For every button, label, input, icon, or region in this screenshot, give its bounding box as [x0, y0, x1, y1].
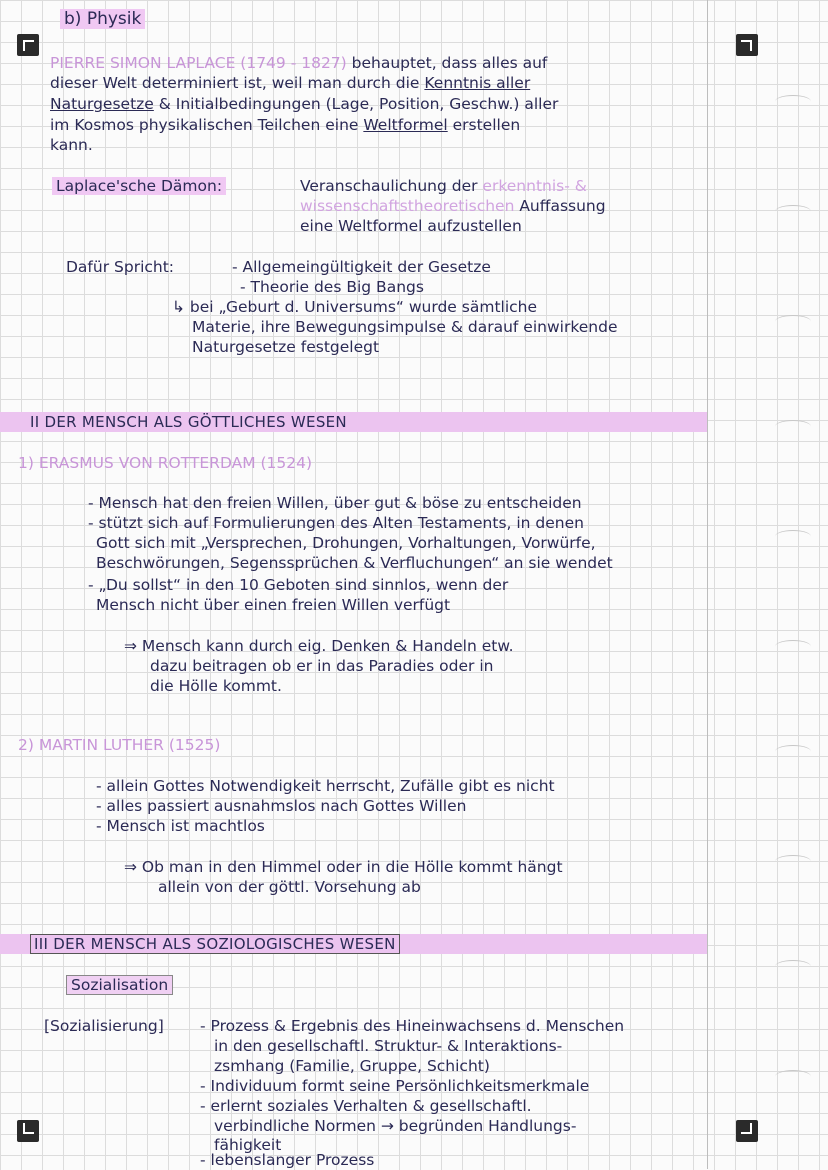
demon-term: Laplace'sche Dämon: [52, 177, 226, 196]
pro-item-2: - Theorie des Big Bangs [240, 278, 424, 296]
page-margin-line [707, 0, 708, 1169]
ring-binder-holes [775, 0, 815, 1169]
sozialisierung-line-2: in den gesellschaftl. Struktur- & Interaktions- [214, 1037, 563, 1055]
laplace-intro-line-5: kann. [50, 136, 93, 154]
erasmus-conclusion-1: ⇒ Mensch kann durch eig. Denken & Handeln etw. [124, 637, 514, 655]
section-2-heading: II DER MENSCH ALS GÖTTLICHES WESEN [30, 413, 347, 431]
pro-label: Dafür Spricht: [66, 258, 175, 276]
sozialisation-subheading: Sozialisation [66, 976, 173, 995]
laplace-intro-line-2: dieser Welt determiniert ist, weil man durch die Kenntnis aller [50, 74, 531, 92]
erasmus-heading: 1) ERASMUS VON ROTTERDAM (1524) [18, 454, 313, 472]
laplace-intro-line-4: im Kosmos physikalischen Teilchen eine Weltformel erstellen [50, 116, 521, 134]
erasmus-line-4: Beschwörungen, Segenssprüchen & Verfluchungen“ an sie wendet [96, 554, 613, 572]
erasmus-conclusion-2: dazu beitragen ob er in das Paradies oder in [150, 657, 494, 675]
sozialisierung-line-3: zsmhang (Familie, Gruppe, Schicht) [214, 1057, 490, 1075]
pro-item-3: ↳ bei „Geburt d. Universums“ wurde sämtliche [172, 298, 538, 316]
sozialisierung-line-4: - Individuum formt seine Persönlichkeitsmerkmale [200, 1077, 590, 1095]
erasmus-conclusion-3: die Hölle kommt. [150, 677, 282, 695]
physics-heading: b) Physik [60, 10, 145, 29]
sozialisierung-term: [Sozialisierung] [44, 1017, 164, 1035]
erasmus-line-1: - Mensch hat den freien Willen, über gut & böse zu entscheiden [88, 494, 582, 512]
demon-definition-1: Veranschaulichung der erkenntnis- & [300, 177, 587, 195]
corner-marker-bottom-right [736, 1120, 758, 1142]
erasmus-line-6: Mensch nicht über einen freien Willen verfügt [96, 596, 451, 614]
luther-line-2: - alles passiert ausnahmslos nach Gottes Willen [96, 797, 467, 815]
sozialisierung-line-6: verbindliche Normen → begründen Handlungs- [214, 1117, 577, 1135]
luther-heading: 2) MARTIN LUTHER (1525) [18, 736, 221, 754]
pro-item-5: Naturgesetze festgelegt [192, 338, 380, 356]
erasmus-line-5: - „Du sollst“ in den 10 Geboten sind sinnlos, wenn der [88, 576, 509, 594]
corner-marker-top-left [17, 34, 39, 56]
erasmus-line-3: Gott sich mit „Versprechen, Drohungen, Vorhaltungen, Vorwürfe, [96, 534, 596, 552]
pro-item-4: Materie, ihre Bewegungsimpulse & darauf einwirkende [192, 318, 618, 336]
laplace-intro-line-1: PIERRE SIMON LAPLACE (1749 - 1827) behauptet, dass alles auf [50, 54, 548, 72]
luther-conclusion-1: ⇒ Ob man in den Himmel oder in die Hölle kommt hängt [124, 858, 563, 876]
sozialisierung-line-5: - erlernt soziales Verhalten & gesellschaftl. [200, 1097, 532, 1115]
luther-line-3: - Mensch ist machtlos [96, 817, 265, 835]
laplace-intro-line-3: Naturgesetze & Initialbedingungen (Lage, Position, Geschw.) aller [50, 95, 559, 113]
sozialisierung-line-8: - lebenslanger Prozess [200, 1151, 375, 1169]
section-3-heading: III DER MENSCH ALS SOZIOLOGISCHES WESEN [30, 935, 400, 953]
luther-line-1: - allein Gottes Notwendigkeit herrscht, Zufälle gibt es nicht [96, 777, 555, 795]
erasmus-line-2: - stützt sich auf Formulierungen des Alten Testaments, in denen [88, 514, 584, 532]
demon-definition-3: eine Weltformel aufzustellen [300, 217, 522, 235]
sozialisierung-line-7: fähigkeit [214, 1136, 282, 1154]
corner-marker-bottom-left [17, 1120, 39, 1142]
pro-item-1: - Allgemeingültigkeit der Gesetze [232, 258, 491, 276]
demon-definition-2: wissenschaftstheoretischen Auffassung [300, 197, 606, 215]
corner-marker-top-right [736, 34, 758, 56]
luther-conclusion-2: allein von der göttl. Vorsehung ab [158, 878, 421, 896]
sozialisierung-line-1: - Prozess & Ergebnis des Hineinwachsens d. Menschen [200, 1017, 625, 1035]
